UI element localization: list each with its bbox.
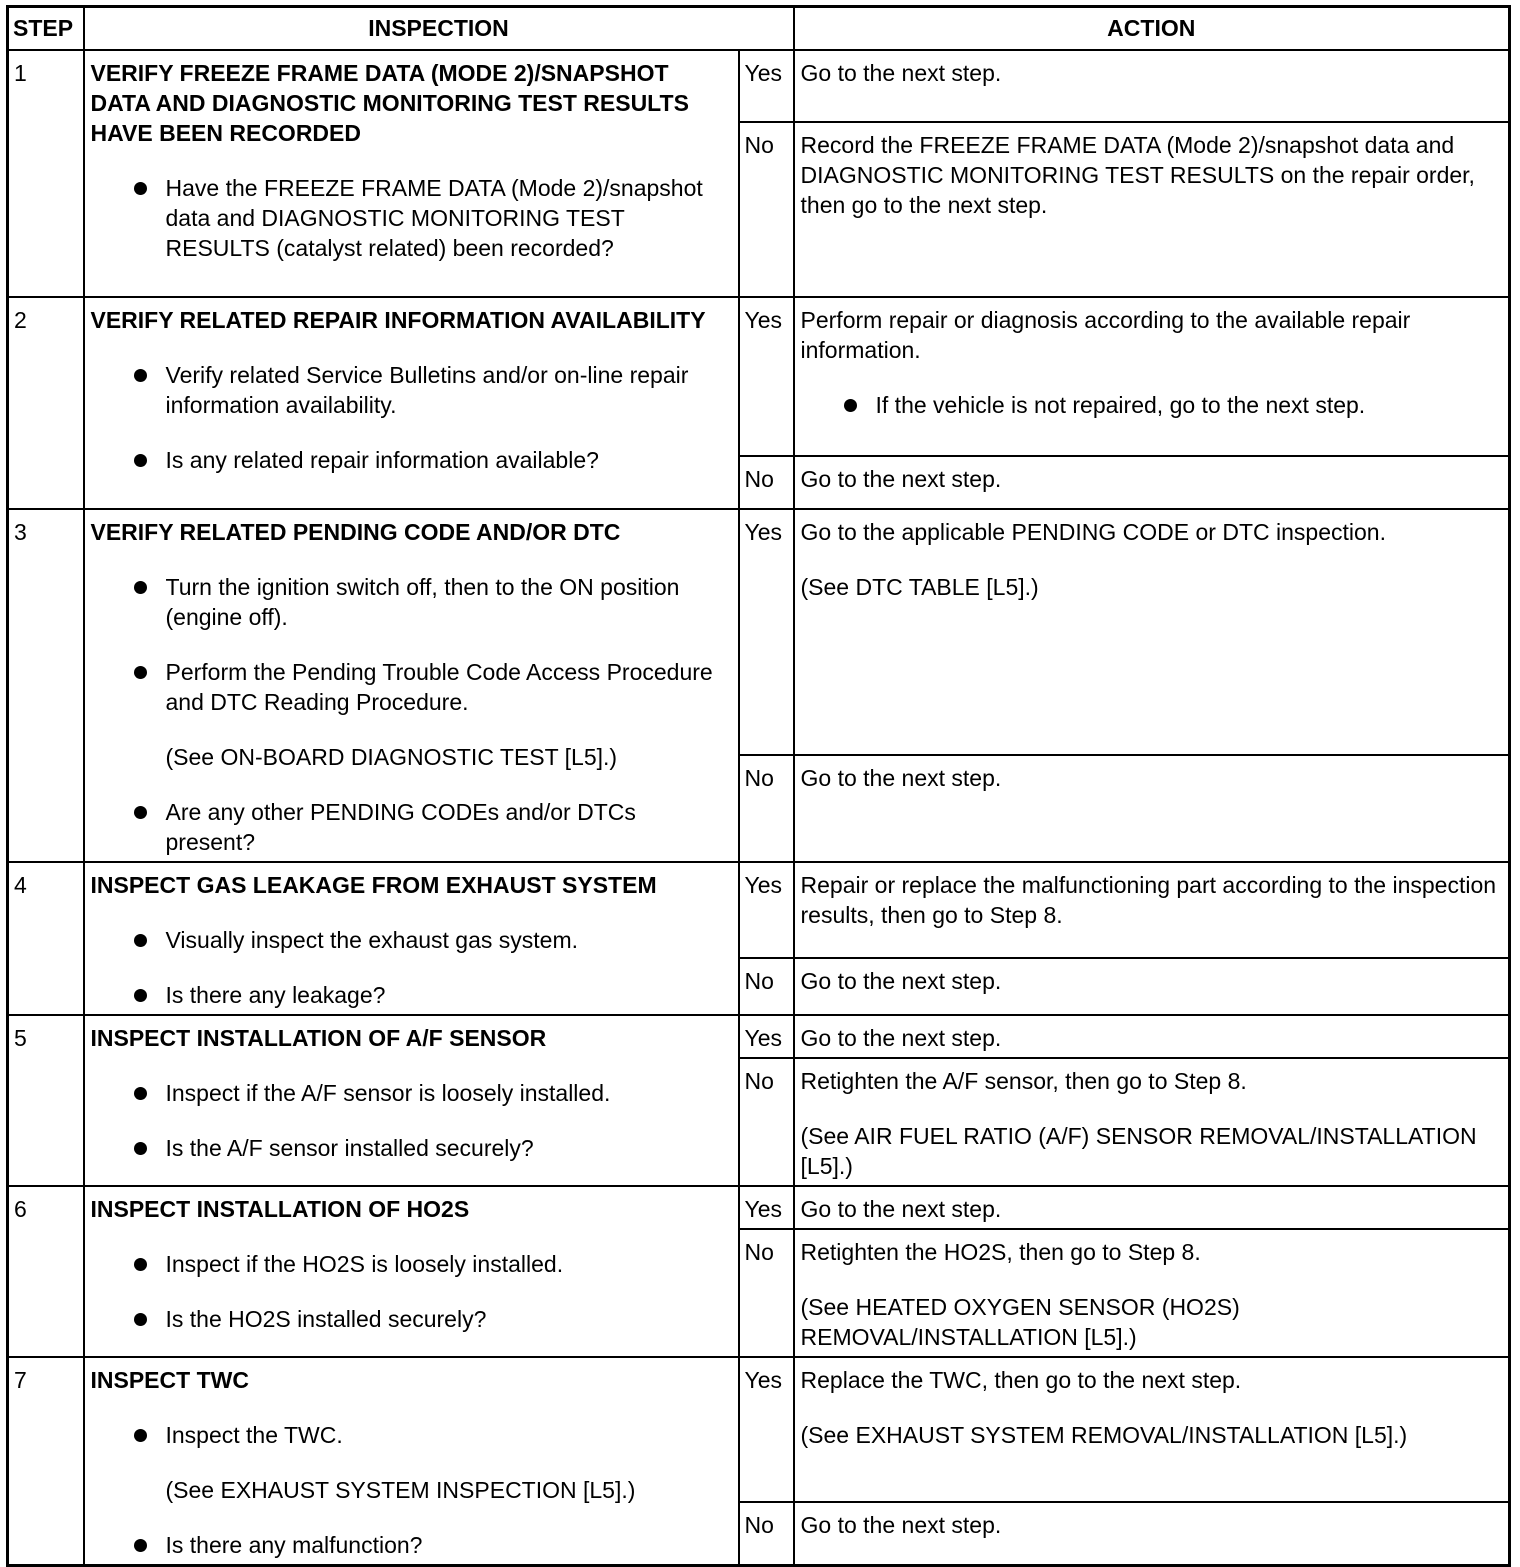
reference-text: (See DTC TABLE [L5].) bbox=[800, 573, 1039, 600]
inspection-bullets bbox=[91, 925, 732, 1010]
list-item bbox=[91, 1420, 732, 1450]
table-row bbox=[8, 509, 1510, 756]
bullet-icon bbox=[134, 1087, 147, 1100]
bullet-icon bbox=[134, 666, 147, 679]
bullet-icon bbox=[134, 1539, 147, 1552]
bullet-icon bbox=[134, 182, 147, 195]
inspection-bullets bbox=[91, 797, 732, 857]
inspection-cell bbox=[84, 1186, 739, 1357]
inspection-title: INSPECT INSTALLATION OF HO2S bbox=[90, 1195, 470, 1222]
table-row bbox=[8, 1357, 1510, 1503]
yes-action: Go to the next step. bbox=[794, 50, 1510, 122]
list-item bbox=[91, 1133, 732, 1163]
list-item bbox=[91, 980, 732, 1010]
inspection-title: INSPECT INSTALLATION OF A/F SENSOR bbox=[90, 1024, 547, 1051]
inspection-cell bbox=[84, 1015, 739, 1186]
bullet-icon bbox=[134, 989, 147, 1002]
no-label: No bbox=[739, 456, 794, 509]
bullet-icon bbox=[134, 454, 147, 467]
bullet-icon bbox=[134, 1313, 147, 1326]
yes-action-cell bbox=[794, 509, 1510, 756]
inspection-bullets bbox=[91, 1249, 732, 1334]
no-label: No bbox=[739, 1502, 794, 1565]
step-number: 1 bbox=[8, 50, 84, 297]
bullet-icon bbox=[134, 581, 147, 594]
diagnostic-table-wrapper bbox=[6, 5, 1508, 1561]
bullet-icon bbox=[134, 934, 147, 947]
inspection-bullets bbox=[91, 572, 732, 717]
action-bullets bbox=[801, 390, 1503, 420]
yes-action: Go to the next step. bbox=[794, 1015, 1510, 1058]
yes-action-cell bbox=[794, 1357, 1510, 1503]
bullet-text: Inspect if the A/F sensor is loosely installed. bbox=[165, 1079, 611, 1106]
reference-text: (See ON-BOARD DIAGNOSTIC TEST [L5].) bbox=[165, 743, 618, 770]
inspection-bullets bbox=[91, 1530, 732, 1560]
list-item bbox=[91, 797, 732, 857]
no-label: No bbox=[739, 1229, 794, 1357]
yes-label: Yes bbox=[739, 1015, 794, 1058]
no-action: Retighten the HO2S, then go to Step 8. bbox=[800, 1238, 1201, 1265]
bullet-icon bbox=[134, 1429, 147, 1442]
yes-label: Yes bbox=[739, 1357, 794, 1503]
inspection-cell bbox=[84, 862, 739, 1015]
yes-action: Repair or replace the malfunctioning part according to the inspection results, then go to Step 8. bbox=[794, 862, 1510, 959]
bullet-text: Visually inspect the exhaust gas system. bbox=[165, 926, 579, 953]
bullet-text: Turn the ignition switch off, then to the ON position (engine off). bbox=[165, 573, 680, 630]
bullet-icon bbox=[134, 1142, 147, 1155]
bullet-icon bbox=[134, 806, 147, 819]
no-action: Go to the next step. bbox=[794, 958, 1510, 1014]
bullet-text: If the vehicle is not repaired, go to the next step. bbox=[875, 391, 1366, 418]
bullet-text: Verify related Service Bulletins and/or on-line repair information availability. bbox=[165, 361, 689, 418]
step-number: 5 bbox=[8, 1015, 84, 1186]
list-item bbox=[91, 1304, 732, 1334]
no-action: Go to the next step. bbox=[794, 456, 1510, 509]
reference-text: (See HEATED OXYGEN SENSOR (HO2S) REMOVAL/INSTALLATION [L5].) bbox=[800, 1293, 1240, 1350]
bullet-text: Is the HO2S installed securely? bbox=[165, 1305, 487, 1332]
inspection-bullets bbox=[91, 360, 732, 475]
header-step: STEP bbox=[8, 7, 84, 50]
list-item bbox=[91, 445, 732, 475]
table-row bbox=[8, 862, 1510, 959]
table-row bbox=[8, 1015, 1510, 1058]
inspection-title: VERIFY FREEZE FRAME DATA (MODE 2)/SNAPSHOT DATA AND DIAGNOSTIC MONITORING TEST RESULTS HAVE BEEN RECORDED bbox=[90, 59, 689, 146]
no-action: Go to the next step. bbox=[794, 755, 1510, 861]
inspection-cell bbox=[84, 50, 739, 297]
no-label: No bbox=[739, 1058, 794, 1186]
list-item bbox=[801, 390, 1503, 420]
inspection-bullets bbox=[91, 1420, 732, 1450]
inspection-bullets bbox=[91, 1078, 732, 1163]
reference-text: (See AIR FUEL RATIO (A/F) SENSOR REMOVAL/INSTALLATION [L5].) bbox=[800, 1122, 1477, 1179]
no-action-cell bbox=[794, 1058, 1510, 1186]
no-action: Go to the next step. bbox=[794, 1502, 1510, 1565]
bullet-icon bbox=[134, 369, 147, 382]
table-row bbox=[8, 50, 1510, 122]
yes-action: Replace the TWC, then go to the next step. bbox=[800, 1366, 1242, 1393]
no-label: No bbox=[739, 958, 794, 1014]
bullet-text: Is the A/F sensor installed securely? bbox=[165, 1134, 534, 1161]
inspection-bullets bbox=[91, 173, 732, 263]
inspection-cell bbox=[84, 297, 739, 509]
yes-label: Yes bbox=[739, 862, 794, 959]
header-action: ACTION bbox=[794, 7, 1510, 50]
list-item bbox=[91, 1530, 732, 1560]
no-action: Record the FREEZE FRAME DATA (Mode 2)/snapshot data and DIAGNOSTIC MONITORING TEST RESULTS on the repair order, then go to the next step. bbox=[794, 122, 1510, 297]
reference-text: (See EXHAUST SYSTEM INSPECTION [L5].) bbox=[165, 1476, 636, 1503]
yes-action: Perform repair or diagnosis according to the available repair information. bbox=[800, 306, 1411, 363]
yes-label: Yes bbox=[739, 297, 794, 456]
yes-action: Go to the next step. bbox=[794, 1186, 1510, 1229]
step-number: 2 bbox=[8, 297, 84, 509]
bullet-text: Perform the Pending Trouble Code Access Procedure and DTC Reading Procedure. bbox=[165, 658, 713, 715]
bullet-text: Is there any malfunction? bbox=[165, 1531, 423, 1558]
list-item bbox=[91, 925, 732, 955]
yes-action: Go to the applicable PENDING CODE or DTC inspection. bbox=[800, 518, 1386, 545]
no-action: Retighten the A/F sensor, then go to Step 8. bbox=[800, 1067, 1247, 1094]
reference-text: (See EXHAUST SYSTEM REMOVAL/INSTALLATION [L5].) bbox=[800, 1421, 1408, 1448]
bullet-text: Is any related repair information available? bbox=[165, 446, 599, 473]
inspection-cell bbox=[84, 509, 739, 862]
bullet-text: Inspect the TWC. bbox=[165, 1421, 343, 1448]
yes-action-cell bbox=[794, 297, 1510, 456]
step-number: 3 bbox=[8, 509, 84, 862]
no-action-cell bbox=[794, 1229, 1510, 1357]
bullet-icon bbox=[134, 1258, 147, 1271]
bullet-icon bbox=[844, 399, 857, 412]
list-item bbox=[91, 1078, 732, 1108]
step-number: 7 bbox=[8, 1357, 84, 1566]
inspection-title: INSPECT TWC bbox=[90, 1366, 249, 1393]
bullet-text: Have the FREEZE FRAME DATA (Mode 2)/snapshot data and DIAGNOSTIC MONITORING TEST RESULTS (catalyst related) been recorded? bbox=[165, 174, 703, 261]
no-label: No bbox=[739, 122, 794, 297]
bullet-text: Inspect if the HO2S is loosely installed. bbox=[165, 1250, 564, 1277]
list-item bbox=[91, 360, 732, 420]
list-item bbox=[91, 657, 732, 717]
yes-label: Yes bbox=[739, 50, 794, 122]
table-row bbox=[8, 1186, 1510, 1229]
list-item bbox=[91, 572, 732, 632]
header-inspection: INSPECTION bbox=[84, 7, 794, 50]
bullet-text: Are any other PENDING CODEs and/or DTCs present? bbox=[165, 798, 636, 855]
list-item bbox=[91, 173, 732, 263]
yes-label: Yes bbox=[739, 1186, 794, 1229]
step-number: 6 bbox=[8, 1186, 84, 1357]
yes-label: Yes bbox=[739, 509, 794, 756]
inspection-title: INSPECT GAS LEAKAGE FROM EXHAUST SYSTEM bbox=[90, 871, 657, 898]
step-number: 4 bbox=[8, 862, 84, 1015]
bullet-text: Is there any leakage? bbox=[165, 981, 386, 1008]
diagnostic-table bbox=[6, 5, 1511, 1567]
inspection-title: VERIFY RELATED PENDING CODE AND/OR DTC bbox=[90, 518, 621, 545]
inspection-title: VERIFY RELATED REPAIR INFORMATION AVAILABILITY bbox=[90, 306, 706, 333]
no-label: No bbox=[739, 755, 794, 861]
inspection-cell bbox=[84, 1357, 739, 1566]
list-item bbox=[91, 1249, 732, 1279]
table-row bbox=[8, 297, 1510, 456]
table-header-row bbox=[8, 7, 1510, 50]
